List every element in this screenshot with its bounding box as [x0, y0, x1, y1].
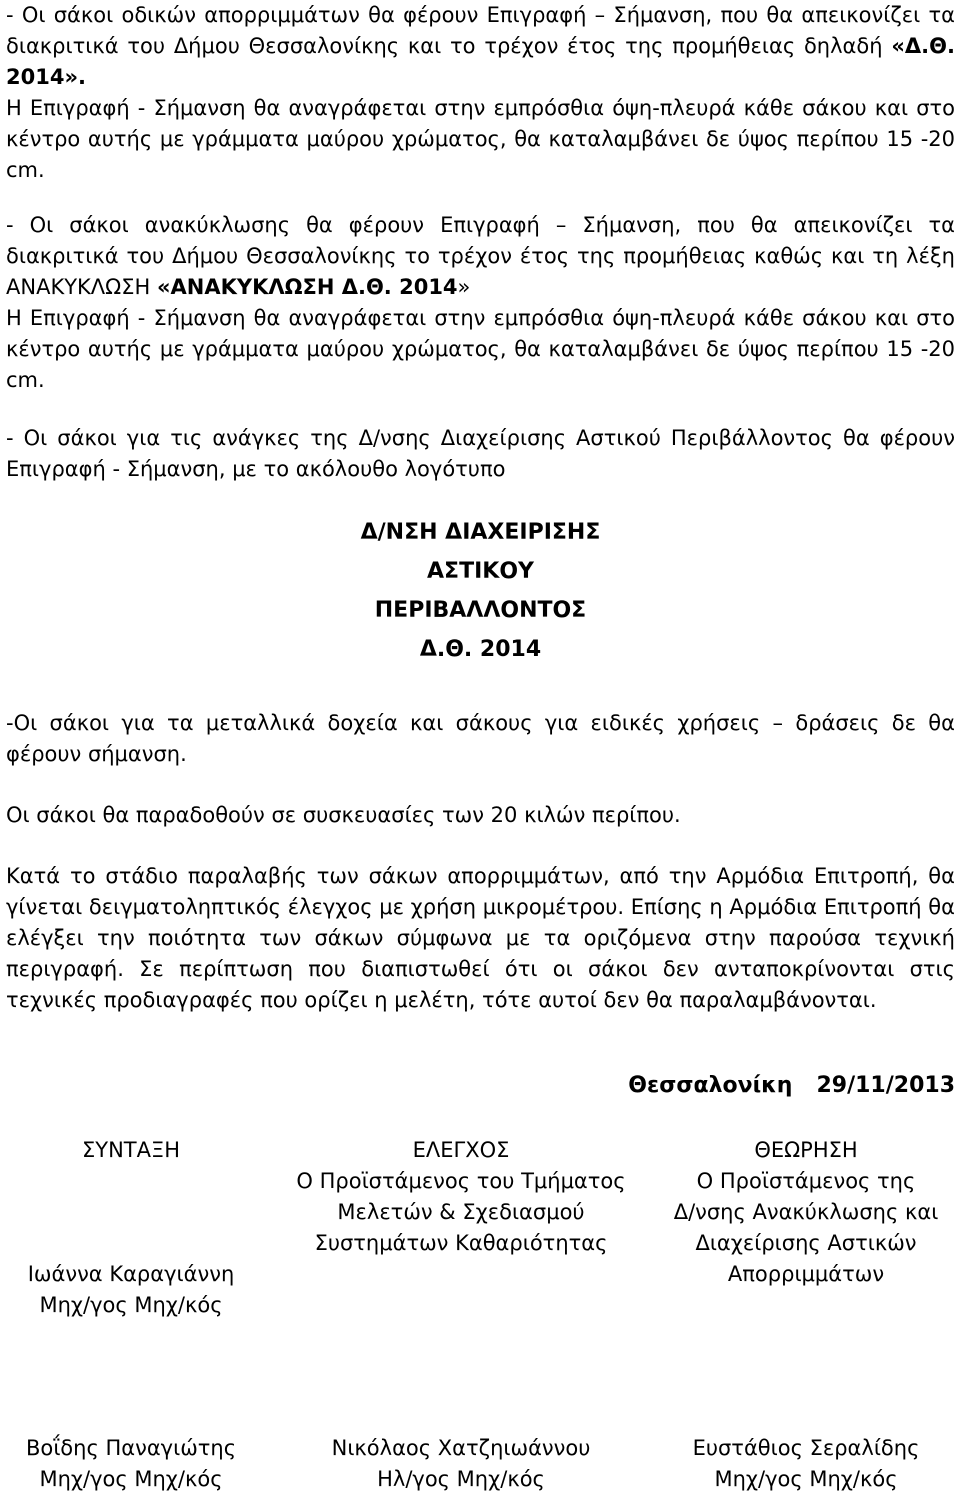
paragraph-recycling-bags: [6, 210, 955, 396]
paragraph-inspection: [6, 861, 955, 1016]
signature-checked: [276, 1135, 646, 1259]
logo-line: Δ/ΝΣΗ ΔΙΑΧΕΙΡΙΣΗΣ: [360, 520, 601, 545]
paragraph-text: -Οι σάκοι για τα μεταλλικά δοχεία και σάκους για ειδικές χρήσεις – δράσεις δε θα φέρουν σήμανση.: [6, 711, 955, 766]
signature-title: Μηχ/γος Μηχ/κός: [39, 1293, 223, 1317]
signature-title: Μηχ/γος Μηχ/κός: [714, 1467, 898, 1491]
signature-title: Ηλ/γος Μηχ/κός: [377, 1467, 545, 1491]
dateline-date: 29/11/2013: [816, 1073, 955, 1098]
signature-name: Ευστάθιος Σεραλίδης: [692, 1436, 920, 1460]
label-close: »: [457, 275, 471, 299]
paragraph-directorate-bags: [6, 423, 955, 485]
signature-name: Νικόλαος Χατζηιωάννου: [331, 1436, 591, 1460]
paragraph-packaging: [6, 800, 955, 831]
signature-role: Συστημάτων Καθαριότητας: [314, 1231, 608, 1255]
signature-heading: ΕΛΕΓΧΟΣ: [412, 1138, 510, 1162]
label-bold: «ΑΝΑΚΥΚΛΩΣΗ Δ.Θ. 2014: [156, 275, 458, 299]
signature-role: Μελετών & Σχεδιασμού: [337, 1200, 585, 1224]
paragraph-text: - Οι σάκοι για τις ανάγκες της Δ/νσης Διαχείρισης Αστικού Περιβάλλοντος θα φέρουν Επιγραφή - Σήμανση, με το ακόλουθο λογότυπο: [6, 426, 955, 481]
paragraph-text: Η Επιγραφή - Σήμανση θα αναγράφεται στην εμπρόσθια όψη-πλευρά κάθε σάκου και στο κέντρο αυτής με γράμματα μαύρου χρώματος, θα καταλαμβάνει δε ύψος περίπου 15 -20 cm.: [6, 306, 955, 392]
signature-role: Δ/νσης Ανακύκλωσης και: [673, 1200, 939, 1224]
paragraph-text: - Οι σάκοι ανακύκλωσης θα φέρουν Επιγραφή – Σήμανση, που θα απεικονίζει τα διακριτικά του Δήμου Θεσσαλονίκης το τρέχον έτος της προμήθειας καθώς και τη λέξη ΑΝΑΚΥΚΛΩΣΗ: [6, 213, 955, 299]
signature-role: Απορριμμάτων: [727, 1262, 885, 1286]
paragraph-street-waste-bags: [6, 0, 955, 186]
signature-title: Μηχ/γος Μηχ/κός: [39, 1467, 223, 1491]
signature-bottom-2: [276, 1433, 646, 1495]
logo-line: ΑΣΤΙΚΟΥ: [427, 559, 534, 584]
paragraph-text: Κατά το στάδιο παραλαβής των σάκων απορριμμάτων, από την Αρμόδια Επιτροπή, θα γίνεται δειγματοληπτικός έλεγχος με χρήση μικρομέτρου. Επίσης η Αρμόδια Επιτροπή θα ελέγξει την ποιότητα των σάκων σύμφωνα με τα οριζόμενα στην παρούσα τεχνική περιγραφή. Σε περίπτωση που διαπιστωθεί ότι οι σάκοι δεν ανταποκρίνονται στις τεχνικές προδιαγραφές που ορίζει η μελέτη, τότε αυτοί δεν θα παραλαμβάνονται.: [6, 864, 955, 1012]
paragraph-metal-bins: [6, 708, 955, 770]
signature-bottom-3: [656, 1433, 956, 1495]
dateline: [628, 1073, 955, 1098]
signature-role: Ο Προϊστάμενος του Τμήματος: [296, 1169, 626, 1193]
signature-spacer: [6, 1228, 256, 1259]
signature-role: Ο Προϊστάμενος της: [696, 1169, 916, 1193]
paragraph-text: - Οι σάκοι οδικών απορριμμάτων θα φέρουν Επιγραφή – Σήμανση, που θα απεικονίζει τα διακριτικά του Δήμου Θεσσαλονίκης και το τρέχον έτος της προμήθειας δηλαδή: [6, 3, 955, 58]
signature-role: Διαχείρισης Αστικών: [695, 1231, 917, 1255]
signature-name: Βοΐδης Παναγιώτης: [25, 1436, 237, 1460]
signature-approved: [656, 1135, 956, 1290]
logo-line: ΠΕΡΙΒΑΛΛΟΝΤΟΣ: [374, 598, 587, 623]
signature-heading: ΘΕΩΡΗΣΗ: [754, 1138, 858, 1162]
dateline-city: Θεσσαλονίκη: [628, 1073, 793, 1098]
paragraph-text: Οι σάκοι θα παραδοθούν σε συσκευασίες των 20 κιλών περίπου.: [6, 803, 681, 827]
label-bold: «Δ.Θ. 2014».: [6, 34, 955, 89]
signature-heading: ΣΥΝΤΑΞΗ: [81, 1138, 181, 1162]
signature-compiled: [6, 1135, 256, 1321]
logo-line: Δ.Θ. 2014: [419, 637, 542, 662]
paragraph-text: Η Επιγραφή - Σήμανση θα αναγράφεται στην εμπρόσθια όψη-πλευρά κάθε σάκου και στο κέντρο αυτής με γράμματα μαύρου χρώματος, θα καταλαμβάνει δε ύψος περίπου 15 -20 cm.: [6, 96, 955, 182]
signature-bottom-1: [6, 1433, 256, 1495]
signature-name: Ιωάννα Καραγιάννη: [27, 1262, 235, 1286]
logo-text: [6, 513, 955, 669]
